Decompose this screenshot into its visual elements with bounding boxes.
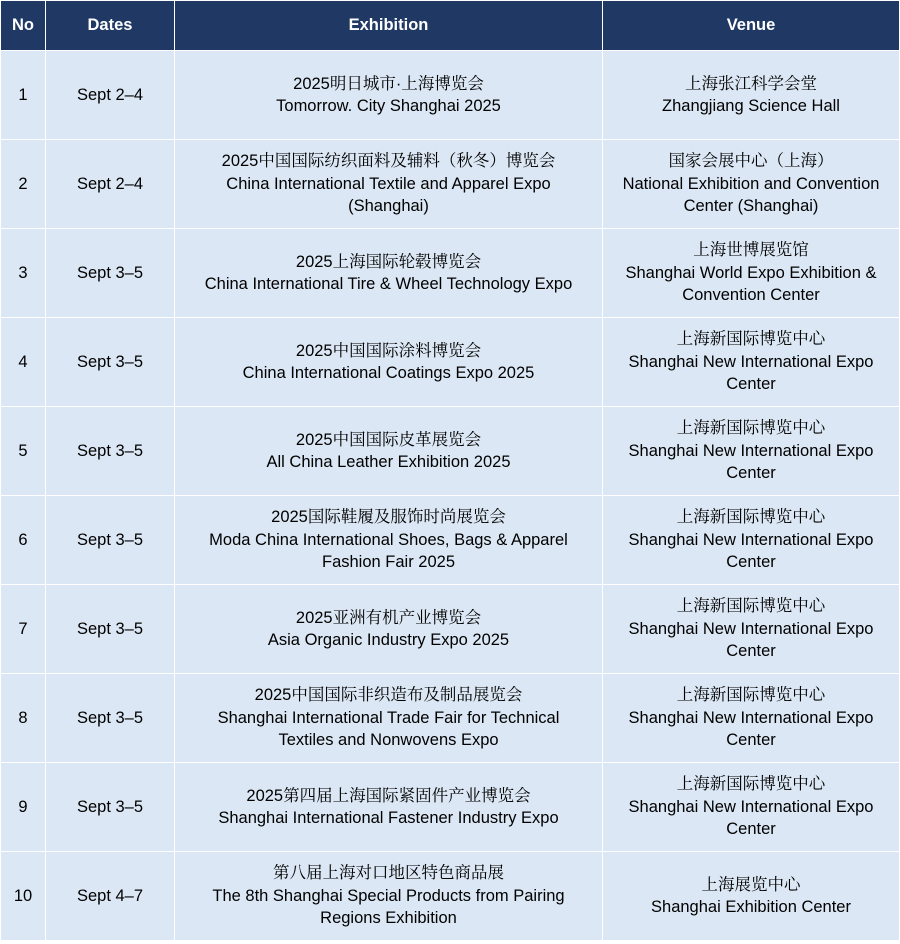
cell-venue	[603, 763, 900, 852]
cell-dates: Sept 3–5	[46, 674, 175, 763]
exhibition-name-english: Fashion Fair 2025	[322, 553, 455, 572]
exhibition-name-chinese: 2025上海国际轮毂博览会	[295, 252, 482, 271]
cell-exhibition	[175, 852, 603, 941]
venue-name-english: Zhangjiang Science Hall	[662, 97, 840, 115]
venue-name-chinese: 上海新国际博览中心	[676, 775, 826, 794]
exhibition-name-english: Moda China International Shoes, Bags & Apparel	[209, 530, 568, 549]
cell-dates: Sept 3–5	[46, 763, 175, 852]
exhibition-name-chinese: 2025中国国际涂料博览会	[295, 341, 482, 360]
venue-name-english: Shanghai New International Expo	[628, 352, 874, 371]
table-row	[1, 51, 900, 140]
table-row	[1, 674, 900, 763]
cell-exhibition	[175, 140, 603, 229]
cell-no: 8	[1, 674, 46, 763]
exhibition-name-english: Regions Exhibition	[320, 909, 457, 928]
exhibition-name-chinese: 2025中国国际纺织面料及辅料（秋冬）博览会	[221, 152, 556, 171]
venue-name-english: Center	[726, 820, 776, 839]
exhibition-name-english: Shanghai International Fastener Industry Expo	[218, 809, 559, 827]
cell-no: 3	[1, 229, 46, 318]
table-row	[1, 585, 900, 674]
cell-no: 6	[1, 496, 46, 585]
venue-name-english: Shanghai New International Expo	[628, 797, 874, 816]
header-row	[1, 1, 900, 51]
cell-exhibition	[175, 674, 603, 763]
exhibition-name-chinese: 第八届上海对口地区特色商品展	[273, 864, 504, 883]
table-row	[1, 140, 900, 229]
cell-no: 1	[1, 51, 46, 140]
header-venue: Venue	[603, 1, 900, 51]
cell-no: 4	[1, 318, 46, 407]
exhibition-name-chinese: 2025明日城市·上海博览会	[293, 74, 484, 93]
venue-name-english: Center	[726, 731, 776, 750]
cell-no: 9	[1, 763, 46, 852]
venue-name-english: Shanghai World Expo Exhibition &	[625, 263, 877, 282]
cell-dates: Sept 3–5	[46, 585, 175, 674]
cell-dates: Sept 2–4	[46, 140, 175, 229]
cell-dates: Sept 3–5	[46, 229, 175, 318]
exhibition-name-chinese: 2025中国国际皮革展览会	[295, 430, 482, 449]
table-row	[1, 496, 900, 585]
cell-no: 7	[1, 585, 46, 674]
venue-name-chinese: 上海世博展览馆	[693, 241, 809, 260]
header-exhibition: Exhibition	[175, 1, 603, 51]
cell-exhibition	[175, 763, 603, 852]
exhibition-name-english: Asia Organic Industry Expo 2025	[267, 631, 510, 649]
venue-name-english: Convention Center	[682, 286, 820, 305]
table-row	[1, 318, 900, 407]
table-row	[1, 763, 900, 852]
venue-name-english: Center	[726, 553, 776, 572]
exhibition-name-english: All China Leather Exhibition 2025	[266, 453, 511, 471]
exhibition-name-english: China International Coatings Expo 2025	[242, 364, 535, 382]
header-no: No	[1, 1, 46, 51]
exhibition-name-chinese: 2025亚洲有机产业博览会	[295, 608, 482, 627]
cell-venue	[603, 407, 900, 496]
exhibition-name-chinese: 2025国际鞋履及服饰时尚展览会	[271, 508, 506, 527]
exhibition-name-english: Textiles and Nonwovens Expo	[278, 731, 499, 750]
cell-venue	[603, 318, 900, 407]
exhibition-name-english: China International Tire & Wheel Technology Expo	[204, 275, 573, 293]
venue-name-english: Center	[726, 375, 776, 394]
cell-exhibition	[175, 496, 603, 585]
venue-name-english: Center	[726, 642, 776, 661]
cell-exhibition	[175, 585, 603, 674]
exhibition-name-english: Shanghai International Trade Fair for Technical	[217, 708, 560, 727]
cell-dates: Sept 3–5	[46, 318, 175, 407]
cell-exhibition	[175, 407, 603, 496]
table-row	[1, 407, 900, 496]
table-row	[1, 229, 900, 318]
venue-name-chinese: 国家会展中心（上海）	[668, 152, 834, 171]
cell-exhibition	[175, 51, 603, 140]
cell-venue	[603, 229, 900, 318]
cell-exhibition	[175, 229, 603, 318]
exhibition-name-chinese: 2025第四届上海国际紧固件产业博览会	[246, 786, 531, 805]
venue-name-chinese: 上海新国际博览中心	[676, 419, 826, 438]
cell-venue	[603, 496, 900, 585]
venue-name-chinese: 上海新国际博览中心	[676, 597, 826, 616]
venue-name-chinese: 上海新国际博览中心	[676, 330, 826, 349]
exhibition-name-english: (Shanghai)	[348, 197, 429, 216]
venue-name-english: National Exhibition and Convention	[622, 174, 880, 193]
venue-name-english: Center (Shanghai)	[683, 197, 819, 216]
venue-name-english: Shanghai New International Expo	[628, 619, 874, 638]
cell-dates: Sept 3–5	[46, 496, 175, 585]
cell-no: 5	[1, 407, 46, 496]
cell-venue	[603, 674, 900, 763]
venue-name-english: Shanghai New International Expo	[628, 530, 874, 549]
venue-name-chinese: 上海新国际博览中心	[676, 686, 826, 705]
venue-name-chinese: 上海张江科学会堂	[685, 74, 817, 93]
venue-name-english: Center	[726, 464, 776, 483]
cell-venue	[603, 852, 900, 941]
venue-name-english: Shanghai Exhibition Center	[651, 898, 851, 916]
table-body	[1, 51, 900, 941]
exhibition-name-english: China International Textile and Apparel Expo	[226, 174, 551, 193]
venue-name-chinese: 上海新国际博览中心	[676, 508, 826, 527]
cell-venue	[603, 585, 900, 674]
cell-no: 2	[1, 140, 46, 229]
venue-name-english: Shanghai New International Expo	[628, 708, 874, 727]
venue-name-english: Shanghai New International Expo	[628, 441, 874, 460]
table-row	[1, 852, 900, 941]
cell-dates: Sept 4–7	[46, 852, 175, 941]
cell-venue	[603, 51, 900, 140]
exhibition-name-english: Tomorrow. City Shanghai 2025	[276, 97, 501, 115]
header-dates: Dates	[46, 1, 175, 51]
exhibition-name-english: The 8th Shanghai Special Products from Pairing	[212, 886, 565, 905]
venue-name-chinese: 上海展览中心	[701, 875, 801, 894]
cell-dates: Sept 2–4	[46, 51, 175, 140]
cell-dates: Sept 3–5	[46, 407, 175, 496]
cell-exhibition	[175, 318, 603, 407]
cell-no: 10	[1, 852, 46, 941]
cell-venue	[603, 140, 900, 229]
exhibition-name-chinese: 2025中国国际非织造布及制品展览会	[254, 686, 523, 705]
